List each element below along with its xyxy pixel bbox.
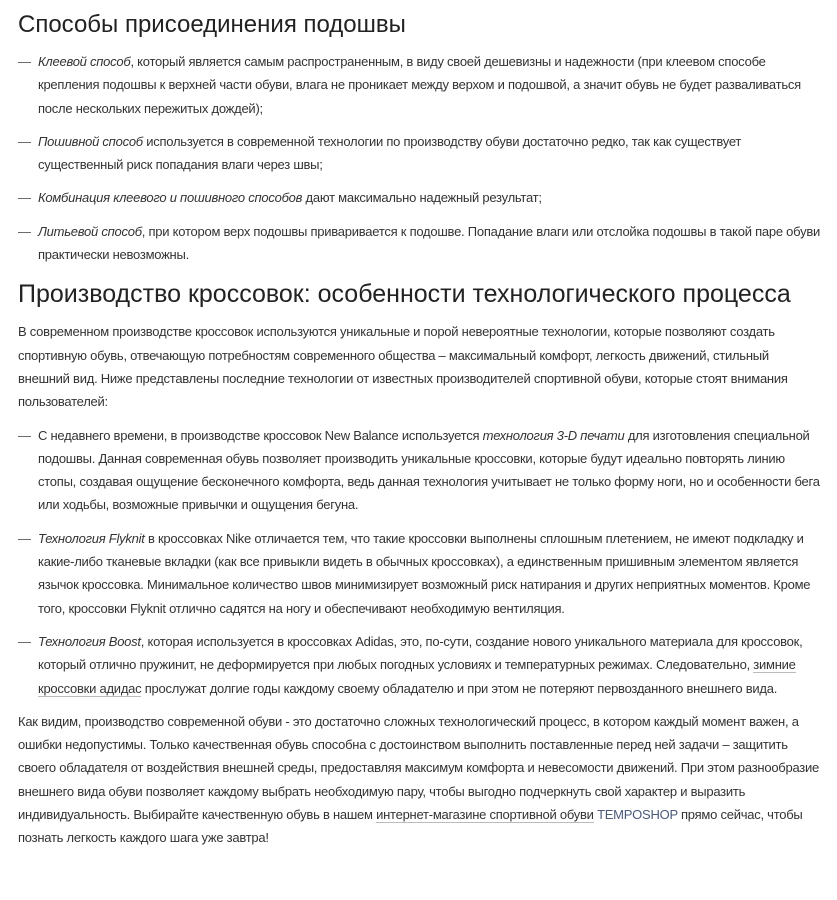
term: Технология Boost — [38, 633, 141, 649]
dash-bullet: — — [18, 530, 31, 546]
technologies-list — [18, 424, 821, 700]
list-item — [18, 220, 821, 267]
dash-bullet: — — [18, 190, 31, 206]
dash-bullet: — — [18, 223, 31, 239]
list-item — [18, 424, 821, 517]
list-item — [18, 50, 821, 120]
link-sport-shoes-store[interactable]: интернет-магазине спортивной обуви — [376, 807, 594, 823]
item-text: , который является самым распространенным, в виду своей дешевизны и надежности (при клеевом способе крепления подошвы к верхней части обуви, влага не проникает между верхом и подошвой, а значит обувь не будет разваливаться после нескольких пережитых дождей); — [38, 54, 801, 116]
dash-bullet: — — [18, 133, 31, 149]
section-heading-production: Производство кроссовок: особенности технологического процесса — [18, 280, 791, 309]
item-text: дают максимально надежный результат; — [302, 190, 542, 206]
term: Пошивной способ — [38, 133, 143, 149]
conclusion-paragraph — [18, 710, 821, 850]
term: Клеевой способ — [38, 54, 131, 69]
section-heading-sole-attachment: Способы присоединения подошвы — [18, 11, 406, 38]
link-adidas-winter-sneakers[interactable]: зимние кроссовки адидас — [38, 657, 796, 696]
item-text: С недавнего времени, в производстве кроссовок New Balance используется — [38, 427, 483, 443]
dash-bullet: — — [18, 427, 31, 443]
intro-paragraph: В современном производстве кроссовок используются уникальные и порой невероятные технологии, которые позволяют создать спортивную обувь, отвечающую потребностям современного общества – максимальный комфорт, легкость движений, стильный внешний вид. Ниже представлены последние технологии от известных производителей спортивной обуви, которые стоят внимания пользователей: — [18, 324, 788, 410]
item-text: , которая используется в кроссовках Adidas, это, по-сути, создание нового уникального материала для кроссовок, который отлично пружинит, не деформируется при любых погодных условиях и температурных режимах. Следовательно, — [38, 633, 803, 673]
item-text: для изготовления специальной подошвы. Данная современная обувь позволяет производить уникальные кроссовки, которые будут идеально повторять линию стопы, создавая ощущение бесконечного комфорта, ведь данная технология учитывает не только форму ноги, но и особенности бега или ходьбы, возможные привычки и ощущения бегуна. — [38, 427, 820, 513]
term: Технология Flyknit — [38, 530, 145, 546]
item-text: в кроссовках Nike отличается тем, что такие кроссовки выполнены сплошным плетением, не имеют подкладку и какие-либо тканевые вкладки (как все привыкли видеть в обычных кроссовках), а единственным пришивным элементом является язычок кроссовка. Минимальное количество швов минимизирует возможный риск натирания и других неприятных моментов. Кроме того, кроссовки Flyknit отлично садятся на ногу и обеспечивают необходимую вентиляция. — [38, 530, 811, 616]
list-item — [18, 630, 821, 700]
term: Комбинация клеевого и пошивного способов — [38, 190, 303, 206]
term: Литьевой способ — [38, 223, 142, 239]
conclusion-text: Как видим, производство современной обуви - это достаточно сложных технологический процесс, в котором каждый момент важен, а ошибки недопустимы. Только качественная обувь способна с достоинством выполнить поставленные перед ней задачи – защитить своего обладателя от воздействия внешней среды, предоставляя максимум комфорта и невесомости движений. При этом разнообразие внешнего вида обуви позволяет каждому выбрать необходимую пару, чтобы выгодно подчеркнуть свой характер и выразить индивидуальность. Выбирайте качественную обувь в нашем — [18, 713, 820, 823]
list-item — [18, 130, 821, 177]
item-text: используется в современной технологии по производству обуви достаточно редко, так как существует существенный риск попадания влаги через швы; — [38, 133, 742, 173]
list-item — [18, 186, 821, 209]
item-text: , при котором верх подошвы приваривается к подошве. Попадание влаги или отслойка подошвы в такой паре обуви практически невозможны. — [38, 223, 820, 263]
conclusion-text-end: прямо сейчас, чтобы познать легкость каждого шага уже завтра! — [18, 807, 803, 846]
item-text: прослужат долгие годы каждому своему обладателю и при этом не потеряют первозданного внешнего вида. — [141, 680, 778, 696]
sole-methods-list — [18, 50, 821, 266]
brand-name: TEMPOSHOP — [593, 807, 678, 823]
list-item — [18, 527, 821, 620]
dash-bullet: — — [18, 633, 31, 649]
dash-bullet: — — [18, 54, 31, 69]
term: технология 3-D печати — [482, 427, 625, 443]
